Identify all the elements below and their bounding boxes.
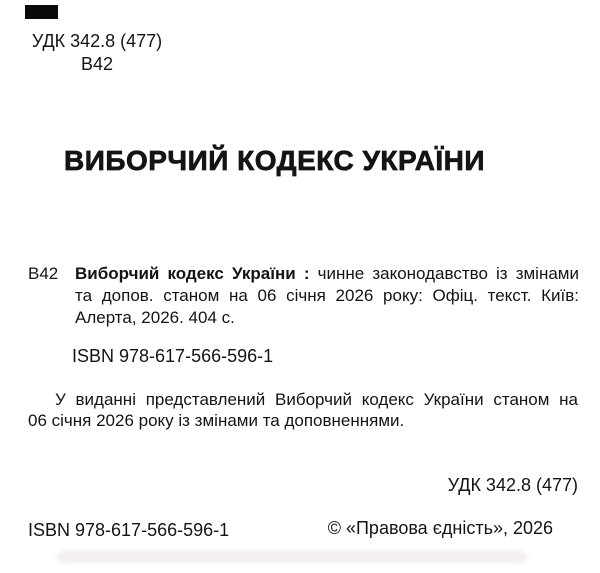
udc-number-top: УДК 342.8 (477) — [31, 31, 163, 51]
footer-isbn: ISBN 978-617-566-596-1 — [28, 520, 230, 540]
bib-author-mark: В42 — [28, 264, 59, 283]
author-mark-top: В42 — [80, 54, 114, 74]
bib-title-bold: Виборчий кодекс України : — [75, 264, 310, 283]
udc-classification-block — [30, 30, 164, 76]
annotation-line-2: 06 січня 2026 року із змінами та доповненнями. — [28, 411, 405, 430]
copyright-notice: © «Правова єдність», 2026 — [327, 518, 553, 538]
isbn-number: ISBN 978-617-566-596-1 — [72, 346, 274, 366]
bibliographic-record — [75, 263, 579, 329]
bib-line-3: Алерта, 2026. 404 с. — [75, 308, 235, 327]
bib-line-1 — [75, 263, 579, 285]
book-title: ВИБОРЧИЙ КОДЕКС УКРАЇНИ — [64, 145, 485, 176]
bib-line-1-rest: чинне законодавство із змінами — [317, 264, 579, 283]
annotation-paragraph — [28, 389, 578, 431]
scan-artifact-mark — [25, 5, 58, 19]
bib-line-2: та допов. станом на 06 січня 2026 року: Офіц. текст. Київ: — [75, 286, 579, 305]
udc-number-bottom: УДК 342.8 (477) — [447, 475, 578, 495]
scan-smudge-artifact — [57, 551, 527, 563]
annotation-line-1: У виданні представлений Виборчий кодекс України станом на — [55, 390, 578, 409]
